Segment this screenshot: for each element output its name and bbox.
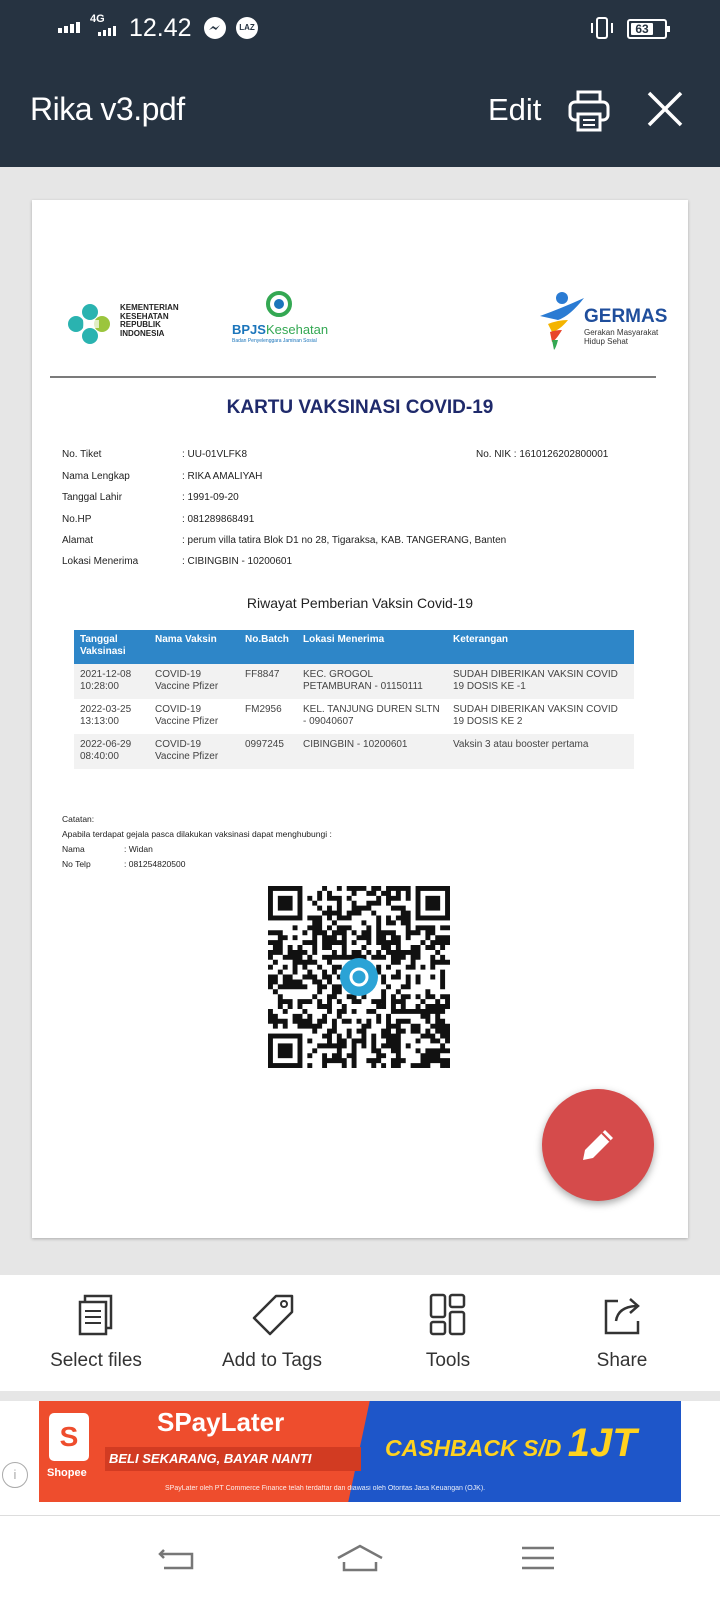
battery-icon [627, 19, 667, 39]
qr-code [268, 886, 450, 1068]
print-icon[interactable] [566, 88, 612, 134]
table-cell: FF8847 [239, 664, 297, 699]
header-divider [50, 376, 656, 378]
toolbar-label: Tools [425, 1350, 471, 1371]
column-header: Nama Vaksin [149, 630, 239, 664]
table-cell: SUDAH DIBERIKAN VAKSIN COVID 19 DOSIS KE -1 [447, 664, 634, 699]
table-cell: KEL. TANJUNG DUREN SLTN - 09040607 [297, 699, 447, 734]
qr-center-logo [340, 958, 378, 996]
qr-finder [416, 886, 450, 920]
messenger-icon [204, 17, 226, 39]
vibrate-icon [589, 16, 615, 40]
home-nav-icon[interactable] [330, 1538, 390, 1582]
notes-contact-phone [62, 857, 332, 872]
field-nama-lengkap [62, 470, 262, 483]
ad-fine-print: SPayLater oleh PT Commerce Finance telah terdaftar dan diawasi oleh Otoritas Jasa Keuangan (OJK). [165, 1485, 486, 1492]
ad-tagline: BELI SEKARANG, BAYAR NANTI [105, 1447, 361, 1471]
toolbar-label: Add to Tags [221, 1350, 322, 1371]
select-files-button[interactable] [6, 1275, 186, 1391]
field-label: No. Tiket [62, 449, 102, 460]
column-header: No.Batch [239, 630, 297, 664]
pencil-icon [575, 1122, 621, 1168]
field-label: No.HP [62, 514, 92, 525]
field-label: Tanggal Lahir [62, 492, 123, 503]
bpjs-main: BPJS [232, 322, 266, 337]
column-header: Keterangan [447, 630, 634, 664]
clock: 12.42 [129, 14, 192, 42]
table-cell: COVID-19 Vaccine Pfizer [149, 699, 239, 734]
ad-banner[interactable] [39, 1401, 681, 1502]
field-value: : CIBINGBIN - 10200601 [182, 556, 293, 567]
battery-level: 63 [631, 23, 653, 35]
system-nav-bar [0, 1515, 720, 1600]
ad-info-icon[interactable]: i [2, 1462, 28, 1488]
field-value: : RIKA AMALIYAH [182, 471, 263, 482]
kemenkes-logo [66, 302, 116, 346]
pdf-page[interactable] [32, 200, 688, 1238]
status-bar [0, 0, 720, 56]
germas-subtitle: Gerakan Masyarakat Hidup Sehat [584, 328, 659, 346]
bottom-toolbar [0, 1275, 720, 1391]
network-type: 4G [90, 13, 105, 25]
app-header [0, 0, 720, 167]
files-icon [76, 1293, 116, 1337]
table-row [74, 664, 634, 699]
table-cell: 2022-06-29 08:40:00 [74, 734, 149, 769]
table-header-row [74, 630, 634, 664]
column-header: Tanggal Vaksinasi [74, 630, 149, 664]
notes-heading: Catatan: [62, 814, 95, 824]
notes-section [62, 812, 332, 872]
notes-contact-name [62, 842, 332, 857]
tag-icon [252, 1293, 296, 1337]
network-signal-icon [98, 26, 116, 36]
table-cell: COVID-19 Vaccine Pfizer [149, 734, 239, 769]
kemenkes-text: KEMENTERIAN KESEHATAN REPUBLIK INDONESIA [120, 303, 179, 338]
ad-cashback [385, 1421, 637, 1466]
notes-line: Apabila terdapat gejala pasca dilakukan vaksinasi dapat menghubungi : [62, 829, 332, 839]
field-alamat [62, 534, 506, 547]
add-to-tags-button[interactable] [182, 1275, 362, 1391]
table-cell: CIBINGBIN - 10200601 [297, 734, 447, 769]
field-nik: No. NIK : 1610126202800001 [476, 449, 609, 460]
field-label: Nama Lengkap [62, 471, 130, 482]
notes-phone-label: No Telp [62, 859, 91, 869]
toolbar-label: Select files [50, 1350, 142, 1371]
field-value: : 1991-09-20 [182, 492, 239, 503]
ad-headline: SPayLater [157, 1407, 285, 1437]
close-icon[interactable] [645, 89, 685, 129]
history-title: Riwayat Pemberian Vaksin Covid-19 [246, 595, 474, 611]
field-value: : perum villa tatira Blok D1 no 28, Tigaraksa, KAB. TANGERANG, Banten [182, 535, 507, 546]
shopee-logo: S [49, 1413, 89, 1461]
table-row [74, 699, 634, 734]
bpjs-text [232, 322, 328, 337]
column-header: Lokasi Menerima [297, 630, 447, 664]
qr-finder [268, 886, 302, 920]
table-cell: SUDAH DIBERIKAN VAKSIN COVID 19 DOSIS KE 2 [447, 699, 634, 734]
tools-button[interactable] [358, 1275, 538, 1391]
share-button[interactable] [532, 1275, 712, 1391]
ad-area [0, 1401, 720, 1515]
header-logos [64, 290, 668, 370]
field-value: : UU-01VLFK8 [182, 449, 248, 460]
table-row [74, 734, 634, 769]
ad-cashback-text: CASHBACK S/D [385, 1435, 562, 1461]
file-title: Rika v3.pdf [30, 91, 185, 127]
qr-finder [268, 1034, 302, 1068]
notes-phone-value: : 081254820500 [124, 859, 186, 869]
field-label: Alamat [62, 535, 94, 546]
table-cell: COVID-19 Vaccine Pfizer [149, 664, 239, 699]
table-cell: Vaksin 3 atau booster pertama [447, 734, 634, 769]
ad-cashback-amount: 1JT [567, 1421, 637, 1465]
field-no-tiket [62, 448, 247, 461]
edit-fab-button[interactable] [542, 1089, 654, 1201]
germas-logo [534, 290, 590, 352]
table-cell: FM2956 [239, 699, 297, 734]
menu-nav-icon[interactable] [508, 1538, 568, 1582]
back-nav-icon[interactable] [148, 1538, 208, 1582]
shopee-label: Shopee [47, 1467, 87, 1479]
field-lokasi-menerima [62, 555, 292, 568]
signal-icon [58, 22, 80, 33]
lazada-icon: LAZ [236, 17, 258, 39]
notes-name-value: : Widan [124, 844, 153, 854]
bpjs-subtitle: Badan Penyelenggara Jaminan Sosial [232, 338, 317, 344]
table-cell: 0997245 [239, 734, 297, 769]
germas-text: GERMAS [584, 306, 668, 327]
document-title: KARTU VAKSINASI COVID-19 [226, 397, 494, 418]
table-cell: 2022-03-25 13:13:00 [74, 699, 149, 734]
table-cell: KEC. GROGOL PETAMBURAN - 01150111 [297, 664, 447, 699]
field-no-hp [62, 513, 254, 526]
vaccination-history-table [74, 630, 634, 769]
field-label: Lokasi Menerima [62, 556, 139, 567]
table-cell: 2021-12-08 10:28:00 [74, 664, 149, 699]
edit-button[interactable]: Edit [488, 92, 542, 127]
notes-name-label: Nama [62, 844, 85, 854]
share-icon [602, 1293, 646, 1337]
bpjs-k: Kesehatan [265, 322, 329, 337]
field-tanggal-lahir [62, 491, 239, 504]
field-value: : 081289868491 [182, 514, 255, 525]
toolbar-label: Share [596, 1350, 648, 1371]
tools-icon [428, 1293, 468, 1337]
